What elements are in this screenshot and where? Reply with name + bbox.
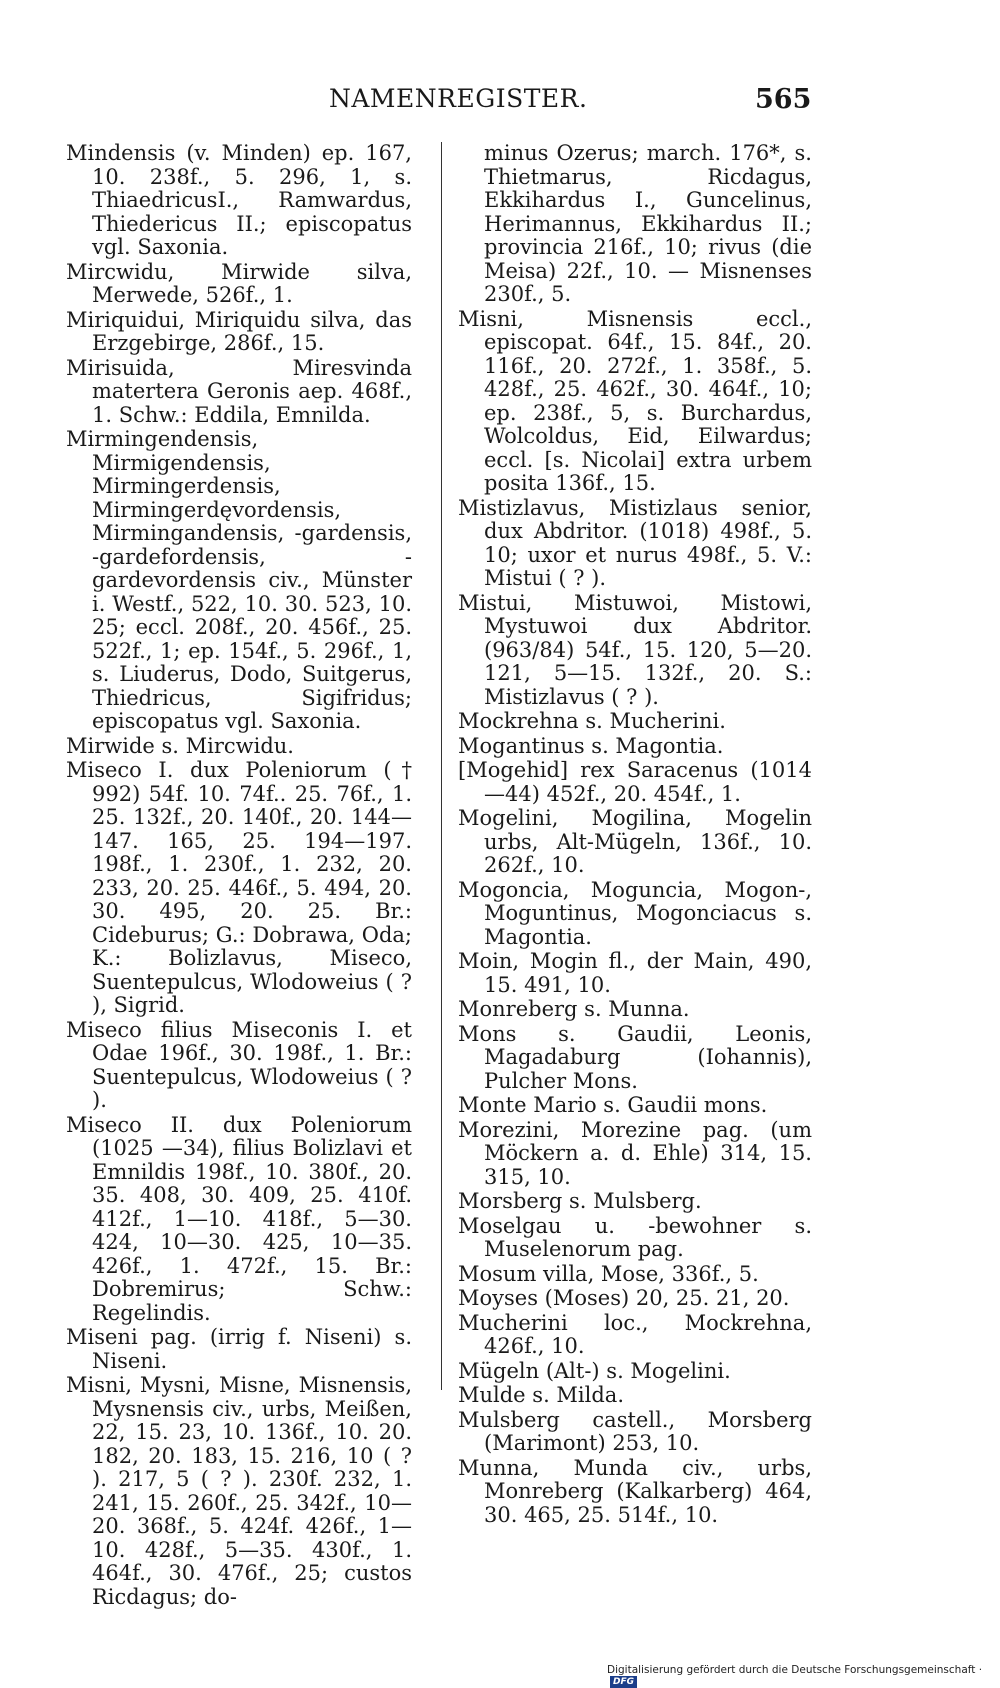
index-entry-mogoncia: Mogoncia, Moguncia, Mogon-, Moguntinus, Mogonciacus s. Magontia.	[458, 877, 812, 949]
left-column	[66, 142, 412, 1610]
index-entry-moyses: Moyses (Moses) 20, 25. 21, 20.	[458, 1286, 790, 1310]
index-entry-moin: Moin, Mogin fl., der Main, 490, 15. 491, 10.	[458, 949, 812, 997]
index-entry-miseni: Miseni pag. (irrig f. Niseni) s. Niseni.	[66, 1325, 412, 1373]
index-entry-misni-eccl: Misni, Misnensis eccl., episcopat. 64f., 15. 84f., 20. 116f., 20. 272f., 1. 358f., 5. 428f., 25. 462f., 30. 464f., 10; ep. 238f., 5, s. Burchardus, Wolcoldus, Eid, Eilwardus; eccl. [s. Nicolai] extra urbem posita 136f., 15.	[458, 306, 812, 495]
index-entry-mistizlavus: Mistizlavus, Mistizlaus senior, dux Abdritor. (1018) 498f., 5. 10; uxor et nurus 498f., 5. V.: Mistui ( ? ).	[458, 495, 812, 590]
dfg-logo: DFG	[610, 1676, 637, 1688]
index-entry-moselgau: Moselgau u. -bewohner s. Muselenorum pag.	[458, 1213, 812, 1261]
index-entry-monte-mario: Monte Mario s. Gaudii mons.	[458, 1093, 768, 1117]
index-entry-mirmingendensis: Mirmingendensis, Mirmigendensis, Mirmingerdensis, Mirmingerdęvordensis, Mirmingandensis, -gardensis, -gardefordensis, -gardevordensis civ., Münster i. Westf., 522, 10. 30. 523, 10. 25; eccl. 208f., 20. 456f., 25. 522f., 1; ep. 154f., 5. 296f., 1, s. Liuderus, Dodo, Suitgerus, Thiedricus, Sigifridus; episcopatus vgl. Saxonia.	[66, 427, 412, 733]
index-entry-mulsberg: Mulsberg castell., Morsberg (Marimont) 253, 10.	[458, 1407, 812, 1455]
credit-text: Digitalisierung gefördert durch die Deutsche Forschungsgemeinschaft ·	[607, 1664, 983, 1676]
right-column	[458, 142, 812, 1528]
index-entry-misni-continued: minus Ozerus; march. 176*, s. Thietmarus, Ricdagus, Ekkihardus I., Guncelinus, Herimannus, Ekkihardus II.; provincia 216f., 10; rivus (die Meisa) 22f., 10. — Misnenses 230f., 5.	[484, 141, 812, 306]
index-entry-mosum: Mosum villa, Mose, 336f., 5.	[458, 1261, 759, 1286]
index-entry-mockrehna: Mockrehna s. Mucherini.	[458, 709, 726, 733]
page-header	[0, 84, 1000, 124]
index-entry-mircwidu: Mircwidu, Mirwide silva, Merwede, 526f., 1.	[66, 259, 412, 307]
index-entry-miseco-filius: Miseco filius Miseconis I. et Odae 196f., 30. 198f., 1. Br.: Suentepulcus, Wlodoweius ( ? ).	[66, 1017, 412, 1112]
index-entry-miseco-i: Miseco I. dux Poleniorum († 992) 54f. 10. 74f.. 25. 76f., 1. 25. 132f., 20. 140f., 20. 144—147. 165, 25. 194—197. 198f., 1. 230f., 1. 232, 20. 233, 20. 25. 446f., 5. 494, 20. 30. 495, 20. 25. Br.: Cideburus; G.: Dobrawa, Oda; K.: Bolizlavus, Miseco, Suentepulcus, Wlodoweius ( ? ), Sigrid.	[66, 758, 412, 1017]
running-title: NAMENREGISTER.	[329, 84, 588, 113]
index-entry-munna: Munna, Munda civ., urbs, Monreberg (Kalkarberg) 464, 30. 465, 25. 514f., 10.	[458, 1455, 812, 1527]
index-entry-mistui: Mistui, Mistuwoi, Mistowi, Mystuwoi dux Abdritor. (963/84) 54f., 15. 120, 5—20. 121, 5—15. 132f., 20. S.: Mistizlavus ( ? ).	[458, 590, 812, 709]
index-entry-mirisuida: Mirisuida, Miresvinda matertera Geronis aep. 468f., 1. Schw.: Eddila, Emnilda.	[66, 355, 412, 427]
index-entry-morsberg: Morsberg s. Mulsberg.	[458, 1189, 702, 1213]
digitization-credit	[607, 1664, 1000, 1688]
index-entry-mindensis: Mindensis (v. Minden) ep. 167, 10. 238f., 5. 296, 1, s. ThiaedricusI., Ramwardus, Thiedericus II.; episcopatus vgl. Saxonia.	[66, 141, 412, 259]
index-entry-mogantinus: Mogantinus s. Magontia.	[458, 733, 724, 758]
index-entry-mogelini: Mogelini, Mogilina, Mogelin urbs, Alt-Mügeln, 136f., 10. 262f., 10.	[458, 806, 812, 877]
index-entry-morezini: Morezini, Morezine pag. (um Möckern a. d. Ehle) 314, 15. 315, 10.	[458, 1117, 812, 1189]
column-divider	[441, 142, 442, 1390]
index-entry-miriquidui: Miriquidui, Miriquidu silva, das Erzgebirge, 286f., 15.	[66, 307, 412, 355]
index-entry-mirwide: Mirwide s. Mircwidu.	[66, 733, 294, 758]
index-entry-mons: Mons s. Gaudii, Leonis, Magadaburg (Iohannis), Pulcher Mons.	[458, 1021, 812, 1093]
index-entry-mugeln: Mügeln (Alt-) s. Mogelini.	[458, 1358, 731, 1383]
index-entry-mucherini: Mucherini loc., Mockrehna, 426f., 10.	[458, 1310, 812, 1358]
index-entry-miseco-ii: Miseco II. dux Poleniorum (1025 —34), filius Bolizlavi et Emnildis 198f., 10. 380f., 20. 35. 408, 30. 409, 25. 410f. 412f., 1—10. 418f., 5—30. 424, 10—30. 425, 10—35. 426f., 1. 472f., 15. Br.: Dobremirus; Schw.: Regelindis.	[66, 1112, 412, 1325]
index-entry-misni: Misni, Mysni, Misne, Misnensis, Mysnensis civ., urbs, Meißen, 22, 15. 23, 10. 136f., 10. 20. 182, 20. 183, 15. 216, 10 ( ? ). 217, 5 ( ? ). 230f. 232, 1. 241, 15. 260f., 25. 342f., 10—20. 368f., 5. 424f. 426f., 1—10. 428f., 5—35. 430f., 1. 464f., 30. 476f., 25; custos Ricdagus; do-	[66, 1373, 412, 1609]
index-entry-mulde: Mulde s. Milda.	[458, 1383, 624, 1407]
page-number: 565	[755, 84, 812, 115]
index-entry-mogehid: [Mogehid] rex Saracenus (1014 —44) 452f., 20. 454f., 1.	[458, 758, 812, 806]
index-entry-monreberg: Monreberg s. Munna.	[458, 997, 690, 1021]
